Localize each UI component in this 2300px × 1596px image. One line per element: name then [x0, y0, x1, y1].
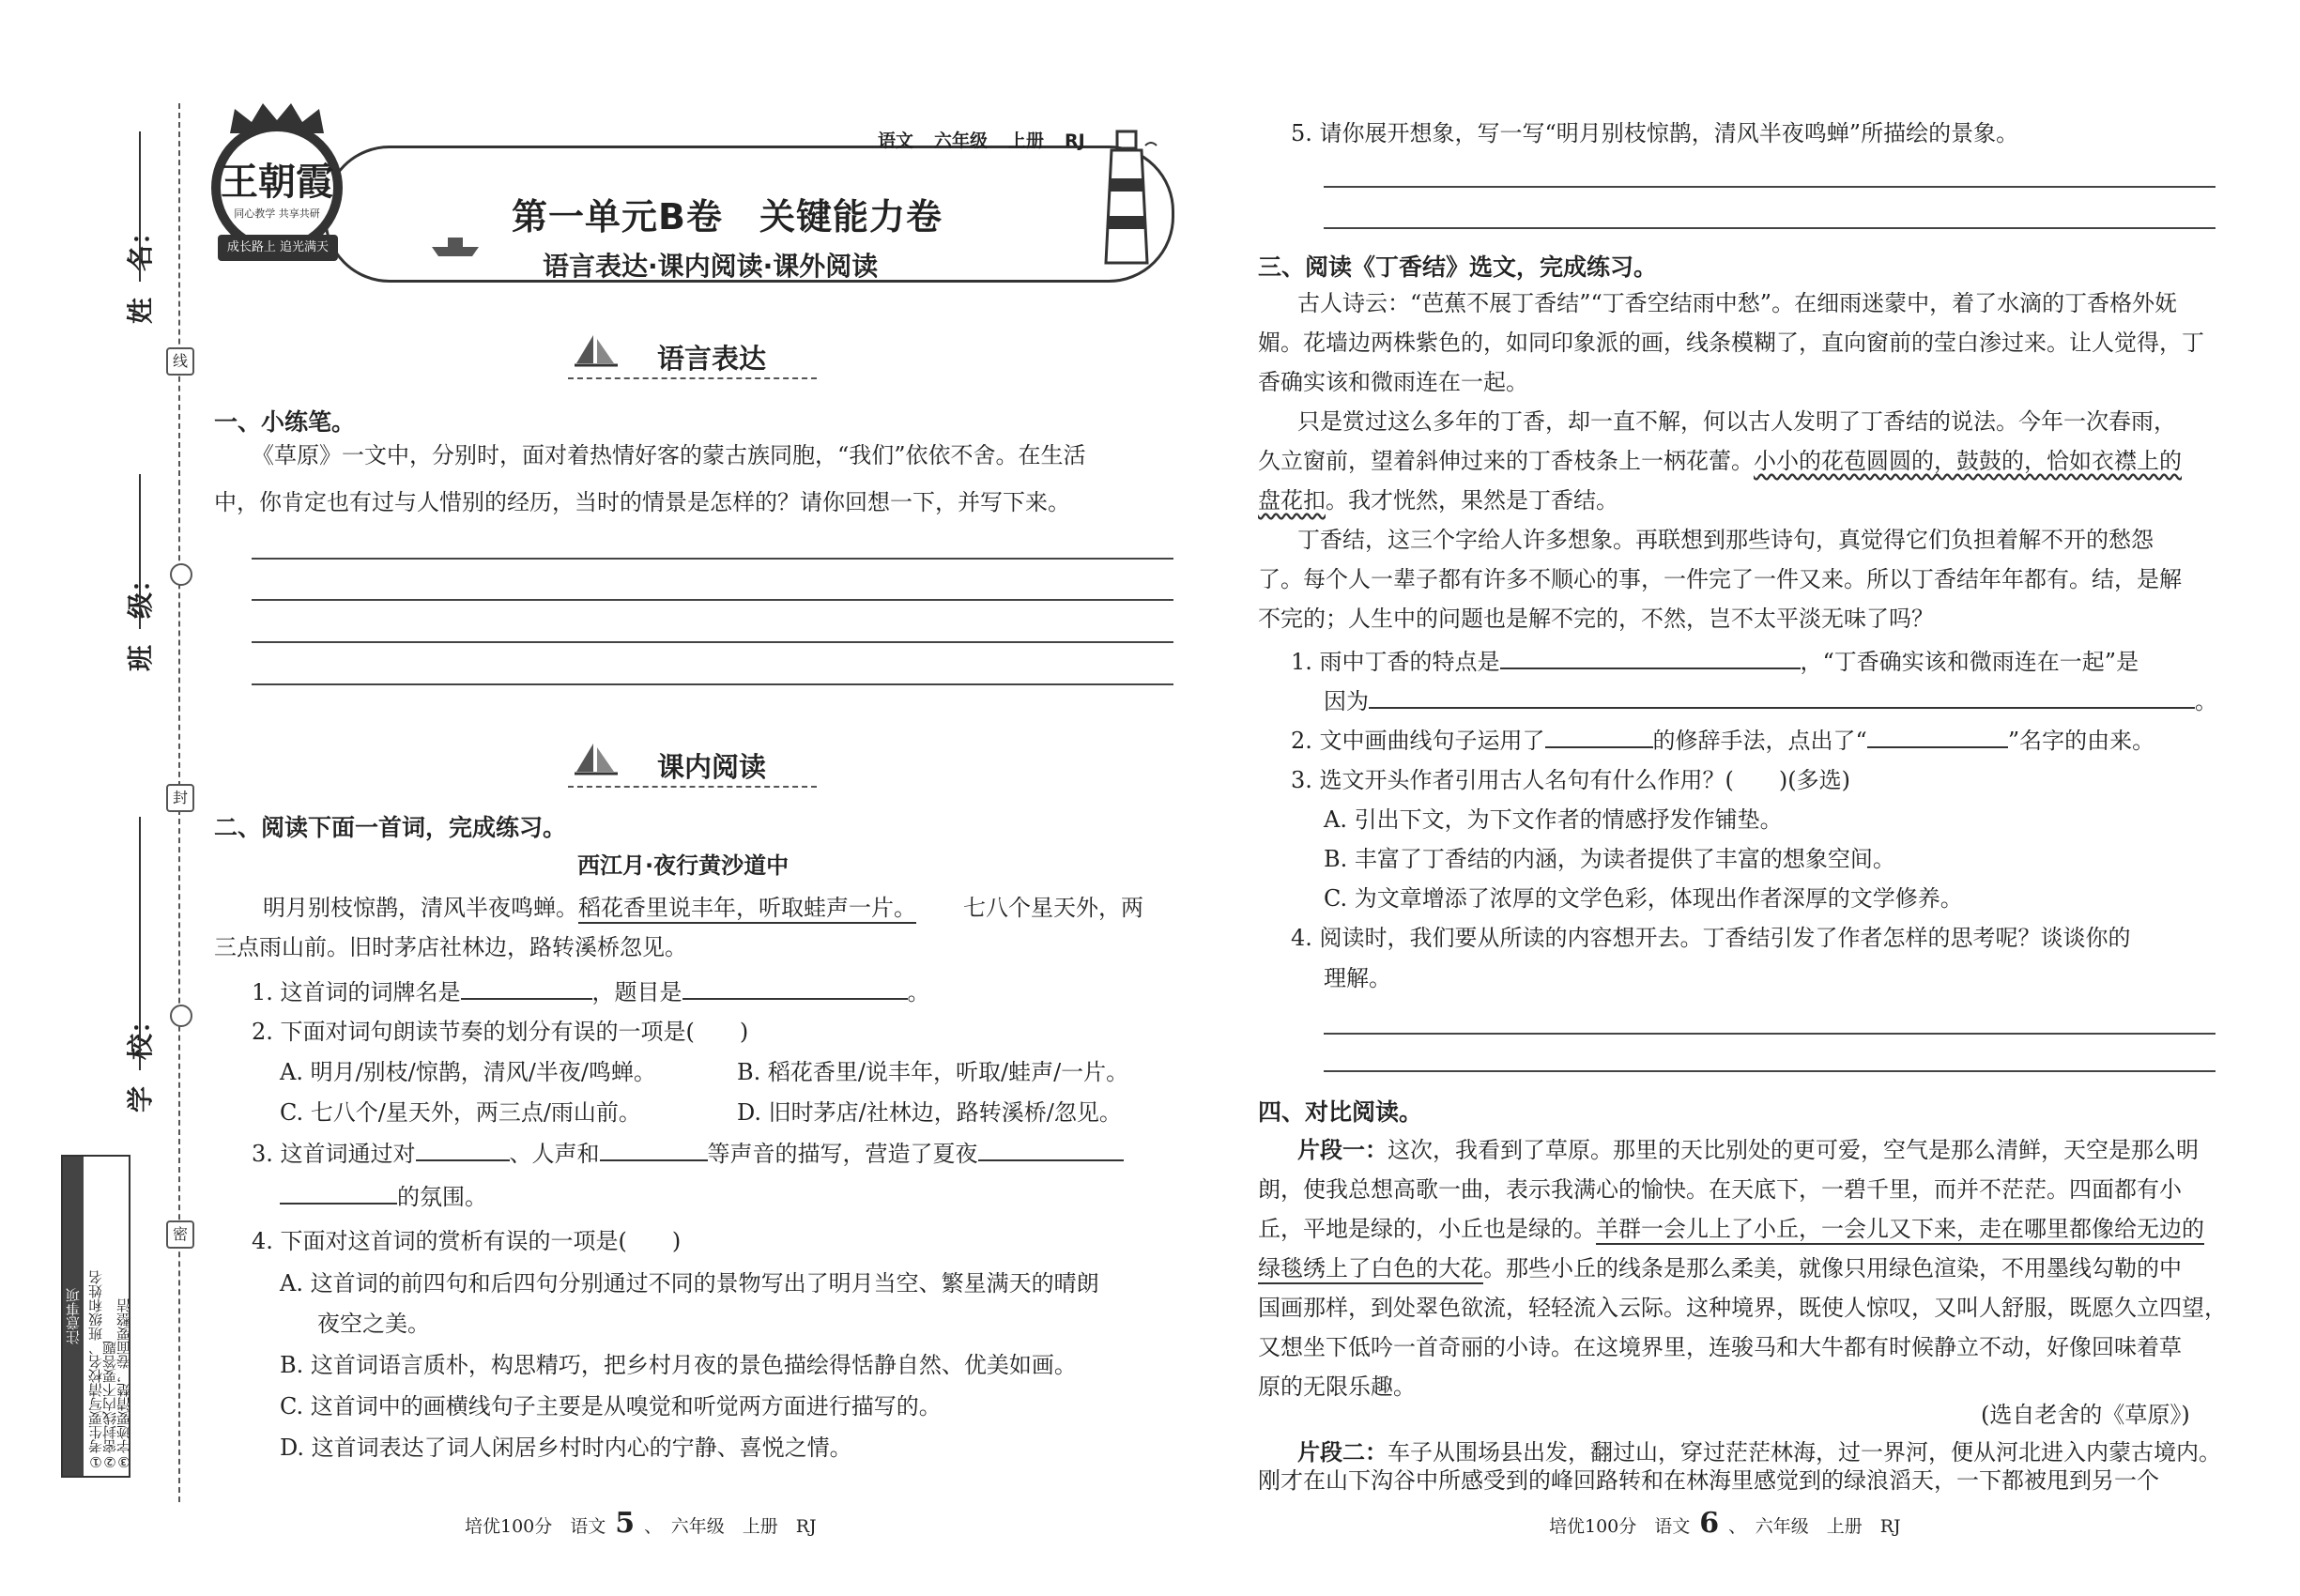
q3-4: 4. 阅读时，我们要从所读的内容想开去。丁香结引发了作者怎样的思考呢？谈谈你的 — [1291, 925, 2131, 951]
class-field[interactable] — [139, 474, 141, 629]
option[interactable]: C. 这首词中的画横线句子主要是从嗅觉和听觉两方面进行描写的。 — [280, 1393, 942, 1420]
poem-line: 明月别枝惊鹊，清风半夜鸣蝉。稻花香里说丰年，听取蛙声一片。 七八个星天外，两 — [263, 892, 1143, 924]
grade-meta — [878, 127, 1106, 152]
answer-line[interactable] — [1324, 1070, 2216, 1072]
blank[interactable] — [416, 1139, 510, 1161]
footer-right: 培优100分 语文 6 、 六年级 上册 RJ — [1549, 1507, 1901, 1540]
q3-4-cont: 理解。 — [1324, 965, 1391, 991]
meta-grade: 六年级 — [934, 130, 989, 151]
section-language: 语言表达 — [657, 343, 767, 375]
divider — [568, 786, 817, 788]
passage-line: 香确实该和微雨连在一起。 — [1258, 369, 1528, 395]
passage-line: 丘，平地是绿的，小丘也是绿的。羊群一会儿上了小丘，一会儿又下来，走在哪里都像给无边的 — [1258, 1213, 2204, 1245]
q1-heading: 一、小练笔。 — [214, 408, 356, 436]
logo-name: 王朝霞 — [221, 161, 333, 204]
passage-line: 国画那样，到处翠色欲流，轻轻流入云际。这种境界，既使人惊叹，又叫人舒服，既愿久立四望， — [1258, 1295, 2227, 1321]
notes-head: 注意事项 — [63, 1157, 84, 1476]
notes-box — [61, 1155, 130, 1478]
note-item: ②密封线内不要答题 — [101, 1341, 118, 1470]
meta-subject: 语文 — [878, 130, 914, 151]
segment-label: 片段二： — [1297, 1439, 1388, 1466]
page-title: 第一单元B卷 关键能力卷 — [512, 196, 943, 238]
meta-edition: RJ — [1065, 130, 1085, 151]
option[interactable]: A. 引出下文，为下文作者的情感抒发作铺垫。 — [1324, 806, 1783, 833]
passage-line: 朗，使我总想高歌一曲，表示我满心的愉快。在天底下，一碧千里，而并不茫茫。四面都有小 — [1258, 1176, 2182, 1203]
logo-badge — [211, 122, 343, 253]
poem-title: 西江月·夜行黄沙道中 — [577, 852, 790, 879]
answer-line[interactable] — [1324, 1033, 2216, 1035]
underlined-sentence: 绿毯绣上了白色的大花 — [1258, 1255, 1483, 1284]
blank[interactable] — [1369, 686, 2195, 709]
q1-text: 《草原》一文中，分别时，面对着热情好客的蒙古族同胞，“我们”依依不舍。在生活 — [252, 442, 1086, 468]
passage-line: 原的无限乐趣。 — [1258, 1373, 1416, 1400]
underlined-sentence: 羊群一会儿上了小丘，一会儿又下来，走在哪里都像给无边的 — [1596, 1216, 2204, 1245]
passage-line: 片段二：车子从围场县出发，翻过山，穿过茫茫林海，过一界河，便从河北进入内蒙古境内。 — [1297, 1439, 2221, 1466]
page-number: 6 — [1699, 1507, 1720, 1540]
blank[interactable] — [600, 1139, 708, 1161]
q2-2: 2. 下面对词句朗读节奏的划分有误的一项是( ) — [252, 1019, 749, 1045]
passage-line: 久立窗前，望着斜伸过来的丁香枝条上一柄花蕾。小小的花苞圆圆的，鼓鼓的，恰如衣襟上的 — [1258, 448, 2182, 474]
option[interactable]: B. 丰富了丁香结的内涵，为读者提供了丰富的想象空间。 — [1324, 846, 1895, 872]
option-cont: 夜空之美。 — [317, 1311, 430, 1337]
segment-label: 片段一： — [1297, 1137, 1388, 1163]
blank[interactable] — [461, 977, 592, 1000]
lighthouse-icon — [1089, 127, 1164, 268]
passage-line: 古人诗云：“芭蕉不展丁香结”“丁香空结雨中愁”。在细雨迷蒙中，着了水滴的丁香格外妩 — [1297, 290, 2178, 316]
meta-term: 上册 — [1008, 130, 1045, 151]
blank[interactable] — [978, 1139, 1124, 1161]
class-label: 班 级： — [125, 565, 156, 671]
q2-3-cont: 的氛围。 — [280, 1181, 487, 1213]
poem-underlined: 稻花香里说丰年，听取蛙声一片。 — [578, 895, 916, 924]
passage-line: 不完的；人生中的问题也是解不完的，不然，岂不太平淡无味了吗？ — [1258, 606, 1934, 632]
answer-line[interactable] — [252, 599, 1173, 601]
passage-line: 刚才在山下沟谷中所感受到的峰回路转和在林海里感觉到的绿浪滔天，一下都被甩到另一个 — [1258, 1467, 2159, 1494]
school-field[interactable] — [139, 817, 141, 1070]
option[interactable]: C. 为文章增添了浓厚的文学色彩，体现出作者深厚的文学修养。 — [1324, 885, 1963, 912]
seal-char-1: 线 — [166, 347, 194, 376]
q2-3: 3. 这首词通过对 、人声和 等声音的描写，营造了夏夜 — [252, 1138, 1124, 1170]
divider — [568, 377, 817, 379]
option[interactable]: D. 旧时茅店/社林边，路转溪桥/忽见。 — [737, 1099, 1122, 1126]
seal-char-2: 封 — [166, 784, 194, 812]
q3-1-cont: 因为 。 — [1324, 688, 2217, 714]
poem-line: 三点雨山前。旧时茅店社林边，路转溪桥忽见。 — [214, 934, 687, 960]
wavy-sentence: 盘花扣 — [1258, 487, 1326, 514]
blank[interactable] — [682, 977, 908, 1000]
blank[interactable] — [1545, 726, 1653, 748]
ship-icon — [427, 230, 483, 258]
school-label: 学 校： — [125, 1006, 156, 1113]
passage-line: 盘花扣。我才恍然，果然是丁香结。 — [1258, 487, 1618, 514]
passage-line: 又想坐下低吟一首奇丽的小诗。在这境界里，连骏马和大牛都有时候静立不动，好像回味着草 — [1258, 1334, 2182, 1360]
page-number: 5 — [615, 1507, 636, 1540]
option[interactable]: B. 这首词语言质朴，构思精巧，把乡村月夜的景色描绘得恬静自然、优美如画。 — [280, 1352, 1077, 1378]
q2-1: 1. 这首词的词牌名是 ，题目是 。 — [252, 979, 930, 1005]
answer-line[interactable] — [252, 558, 1173, 560]
blank[interactable] — [1500, 647, 1801, 669]
sailboat-icon — [573, 333, 620, 371]
q3-2: 2. 文中画曲线句子运用了 的修辞手法，点出了“ ”名字的由来。 — [1291, 728, 2155, 754]
answer-line[interactable] — [1324, 186, 2216, 188]
passage-line: 丁香结，这三个字给人许多想象。再联想到那些诗句，真觉得它们负担着解不开的愁怨 — [1297, 527, 2154, 553]
passage-line: 了。每个人一辈子都有许多不顺心的事，一件完了一件又来。所以丁香结年年都有。结，是解 — [1258, 566, 2182, 592]
option[interactable]: D. 这首词表达了词人闲居乡村时内心的宁静、喜悦之情。 — [280, 1435, 852, 1461]
note-item: ①考生要写清校名、班级和姓名 — [87, 1270, 104, 1470]
passage-line: 片段一：这次，我看到了草原。那里的天比别处的更可爱，空气是那么清鲜，天空是那么明 — [1297, 1137, 2199, 1163]
blank[interactable] — [280, 1182, 397, 1205]
q3-3: 3. 选文开头作者引用古人名句有什么作用？( )(多选) — [1291, 767, 1850, 793]
logo-ribbon: 成长路上 追光满天 — [218, 235, 338, 261]
answer-line[interactable] — [1324, 227, 2216, 229]
passage-line: 只是赏过这么多年的丁香，却一直不解，何以古人发明了丁香结的说法。今年一次春雨， — [1297, 408, 2176, 435]
option[interactable]: A. 这首词的前四句和后四句分别通过不同的景物写出了明月当空、繁星满天的晴朗 — [280, 1270, 1099, 1297]
passage-line: 绿毯绣上了白色的大花。那些小丘的线条是那么柔美，就像只用绿色渲染，不用墨线勾勒的中 — [1258, 1252, 2182, 1284]
option[interactable]: B. 稻花香里/说丰年，听取/蛙声/一片。 — [737, 1059, 1129, 1085]
punch-hole-icon — [170, 1005, 192, 1027]
q2-heading: 二、阅读下面一首词，完成练习。 — [214, 814, 567, 841]
name-field[interactable] — [139, 131, 141, 282]
passage-line: 媚。花墙边两株紫色的，如同印象派的画，线条模糊了，直向窗前的莹白渗过来。让人觉得，丁 — [1258, 330, 2204, 356]
page-subtitle: 语言表达·课内阅读·课外阅读 — [543, 251, 879, 282]
q3-1: 1. 雨中丁香的特点是 ，“丁香确实该和微雨连在一起”是 — [1291, 649, 2139, 675]
footer-left: 培优100分 语文 5 、 六年级 上册 RJ — [465, 1507, 817, 1540]
answer-line[interactable] — [252, 641, 1173, 643]
section-reading: 课内阅读 — [657, 751, 767, 783]
note-item: ③字迹要清楚，卷面要整洁 — [115, 1298, 132, 1470]
logo-sub: 同心教学 共享共研 — [234, 207, 320, 220]
option[interactable]: C. 七八个/星天外，两三点/雨山前。 — [280, 1099, 641, 1126]
name-label: 姓 名： — [125, 218, 156, 324]
option[interactable]: A. 明月/别枝/惊鹊，清风/半夜/鸣蝉。 — [280, 1059, 656, 1085]
q4-heading: 四、对比阅读。 — [1258, 1098, 1423, 1126]
blank[interactable] — [1867, 726, 2008, 748]
q2-4: 4. 下面对这首词的赏析有误的一项是( ) — [252, 1228, 682, 1254]
wavy-sentence: 小小的花苞圆圆的，鼓鼓的，恰如衣襟上的 — [1754, 448, 2182, 474]
seal-char-3: 密 — [166, 1220, 194, 1249]
q1-text: 中，你肯定也有过与人惜别的经历，当时的情景是怎样的？请你回想一下，并写下来。 — [214, 489, 1070, 515]
q3-heading: 三、阅读《丁香结》选文，完成练习。 — [1258, 253, 1658, 281]
answer-line[interactable] — [252, 683, 1173, 685]
source-note: (选自老舍的《草原》) — [1981, 1402, 2190, 1428]
q2-5: 5. 请你展开想象，写一写“明月别枝惊鹊，清风半夜鸣蝉”所描绘的景象。 — [1291, 120, 2019, 146]
punch-hole-icon — [170, 563, 192, 586]
sailboat-icon — [573, 742, 620, 779]
